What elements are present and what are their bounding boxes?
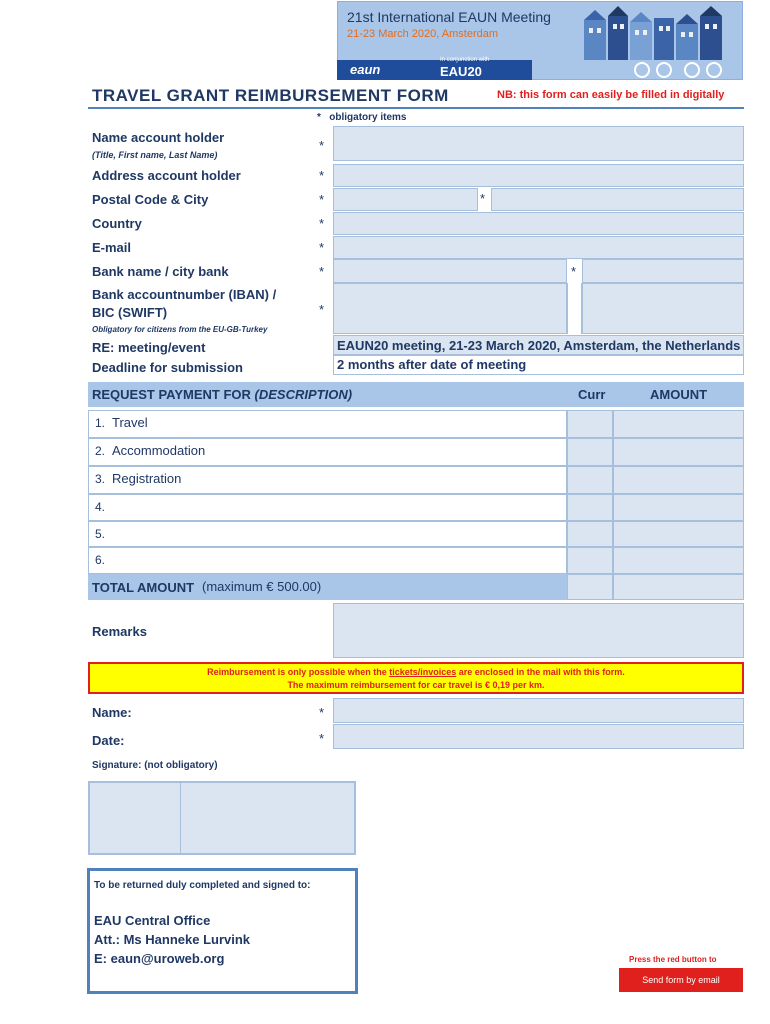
row-amount-field[interactable]	[613, 494, 744, 521]
eau20-logo: EAU20	[440, 64, 482, 79]
row-currency-field[interactable]	[567, 466, 613, 494]
payment-row-description[interactable]	[88, 547, 567, 574]
row-currency-field[interactable]	[567, 494, 613, 521]
date-field[interactable]	[333, 724, 744, 749]
row-number: 4.	[95, 500, 106, 514]
payment-row-description[interactable]	[88, 410, 567, 438]
row-number: 5.	[95, 527, 106, 541]
remarks-label: Remarks	[92, 624, 147, 639]
row-amount-field[interactable]	[613, 521, 744, 547]
eau-logo-caption: In conjunction with	[440, 57, 490, 63]
signature-divider	[180, 783, 181, 853]
required-marker: *	[319, 216, 325, 231]
row-currency-field[interactable]	[567, 438, 613, 466]
name-holder-label: Name account holder	[92, 130, 225, 145]
bic-field[interactable]	[582, 283, 744, 334]
iban-field[interactable]	[333, 283, 567, 334]
row-amount-field[interactable]	[613, 547, 744, 574]
city-field[interactable]	[491, 188, 744, 211]
total-max: (maximum € 500.00)	[202, 579, 322, 594]
bic-label: BIC (SWIFT)	[92, 305, 168, 320]
row-label: Travel	[112, 415, 148, 430]
row-label: Accommodation	[112, 443, 206, 458]
required-marker: *	[319, 731, 325, 746]
row-amount-field[interactable]	[613, 410, 744, 438]
address-label: Address account holder	[92, 168, 241, 183]
row-number: 1.	[95, 416, 106, 430]
obligatory-legend: * obligatory items	[317, 112, 407, 123]
row-number: 3.	[95, 472, 106, 486]
amount-header: AMOUNT	[650, 387, 708, 402]
signature-field[interactable]	[88, 781, 356, 855]
banner-date: 21-23 March 2020, Amsterdam	[347, 28, 499, 40]
currency-header: Curr	[578, 387, 606, 402]
bank-city-field[interactable]	[582, 259, 744, 283]
payment-row-description[interactable]	[88, 494, 567, 521]
total-label: TOTAL AMOUNT	[92, 580, 195, 595]
required-marker: *	[319, 264, 325, 279]
banner-title: 21st International EAUN Meeting	[347, 9, 551, 25]
signature-label: Signature: (not obligatory)	[92, 760, 218, 771]
name-holder-field[interactable]	[333, 126, 744, 161]
name-label: Name:	[92, 705, 132, 720]
iban-label: Bank accountnumber (IBAN) /	[92, 287, 277, 302]
bank-label: Bank name / city bank	[92, 264, 229, 279]
return-office: EAU Central Office	[94, 913, 211, 928]
row-number: 2.	[95, 444, 106, 458]
return-attention: Att.: Ms Hanneke Lurvink	[94, 932, 251, 947]
country-field[interactable]	[333, 212, 744, 235]
required-marker: *	[319, 192, 325, 207]
payment-row-description[interactable]	[88, 521, 567, 547]
row-amount-field[interactable]	[613, 466, 744, 494]
email-field[interactable]	[333, 236, 744, 259]
remarks-field[interactable]	[333, 603, 744, 658]
return-heading: To be returned duly completed and signed to:	[94, 880, 311, 891]
required-marker: *	[319, 138, 325, 153]
email-label: E-mail	[92, 240, 132, 255]
reimbursement-notice: Reimbursement is only possible when the tickets/invoices are enclosed in the mail with this form. The maximum reimbursement for car travel is € 0,19 per km.	[88, 662, 744, 694]
name-field[interactable]	[333, 698, 744, 723]
total-amount-field[interactable]	[613, 574, 744, 600]
country-label: Country	[92, 216, 142, 231]
payment-header-label: REQUEST PAYMENT FOR (DESCRIPTION)	[92, 387, 353, 402]
iban-hint: Obligatory for citizens from the EU-GB-Turkey	[92, 325, 268, 334]
required-marker: *	[571, 264, 577, 279]
required-marker: *	[319, 168, 325, 183]
date-label: Date:	[92, 733, 125, 748]
row-label: Registration	[112, 471, 182, 486]
press-button-hint: Press the red button to	[629, 955, 717, 964]
row-currency-field[interactable]	[567, 521, 613, 547]
title-divider	[88, 107, 744, 109]
deadline-label: Deadline for submission	[92, 360, 243, 375]
row-amount-field[interactable]	[613, 438, 744, 466]
required-marker: *	[319, 302, 325, 317]
postal-code-field[interactable]	[333, 188, 478, 211]
row-currency-field[interactable]	[567, 410, 613, 438]
name-holder-hint: (Title, First name, Last Name)	[92, 150, 218, 160]
row-number: 6.	[95, 553, 106, 567]
form-title: TRAVEL GRANT REIMBURSEMENT FORM	[92, 86, 449, 105]
re-value: EAUN20 meeting, 21-23 March 2020, Amsterdam, the Netherlands	[337, 338, 741, 353]
required-marker: *	[319, 240, 325, 255]
eaun-logo: eaun	[350, 62, 381, 77]
digital-fill-note: NB: this form can easily be filled in digitally	[497, 89, 725, 101]
required-marker: *	[319, 705, 325, 720]
deadline-value: 2 months after date of meeting	[337, 357, 527, 372]
bank-name-field[interactable]	[333, 259, 567, 283]
amsterdam-houses-illustration	[580, 6, 740, 78]
iban-divider	[567, 283, 582, 334]
re-label: RE: meeting/event	[92, 340, 206, 355]
address-field[interactable]	[333, 164, 744, 187]
total-currency-field[interactable]	[567, 574, 613, 600]
send-email-button[interactable]: Send form by email	[619, 968, 743, 992]
row-currency-field[interactable]	[567, 547, 613, 574]
required-marker: *	[480, 191, 486, 206]
return-email: E: eaun@uroweb.org	[94, 951, 225, 966]
postal-city-label: Postal Code & City	[92, 192, 209, 207]
